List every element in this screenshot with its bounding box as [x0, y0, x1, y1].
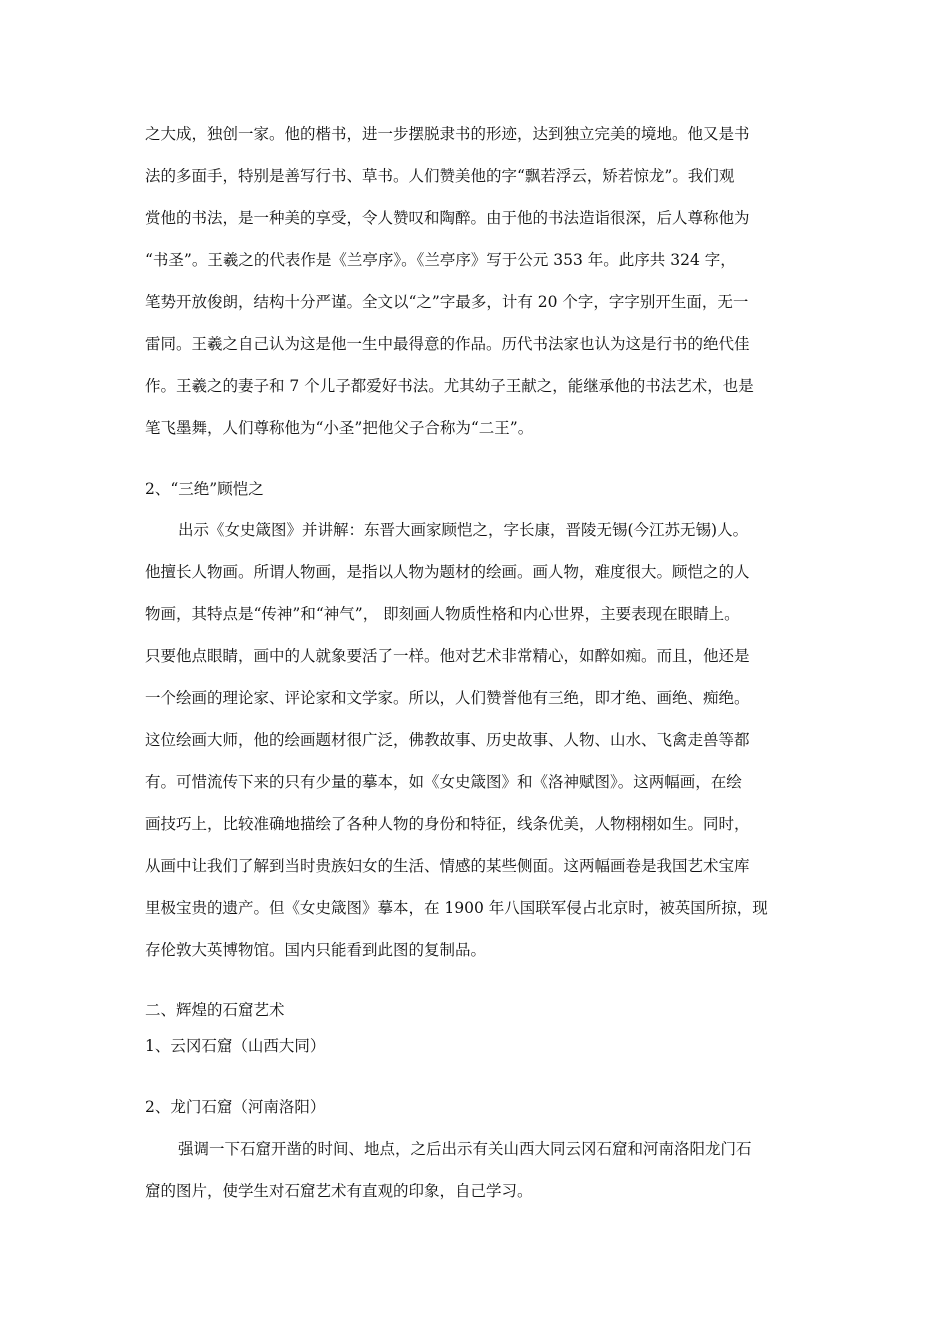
section-heading-gu-kaizhi: 2、“三绝”顾恺之: [145, 480, 264, 498]
text-line: 窟的图片，使学生对石窟艺术有直观的印象，自己学习。: [145, 1182, 533, 1200]
text-line: “书圣”。王羲之的代表作是《兰亭序》。《兰亭序》写于公元 353 年。此序共 324 字，: [145, 251, 736, 269]
section-heading-grottoes: 二、辉煌的石窟艺术: [145, 1001, 285, 1019]
text-line: 存伦敦大英博物馆。国内只能看到此图的复制品。: [145, 941, 487, 959]
text-line: 一个绘画的理论家、评论家和文学家。所以，人们赞誉他有三绝，即才绝、画绝、痴绝。: [145, 689, 750, 707]
subheading-longmen: 2、龙门石窟（河南洛阳）: [145, 1098, 326, 1116]
text-line: 这位绘画大师，他的绘画题材很广泛，佛教故事、历史故事、人物、山水、飞禽走兽等都: [145, 731, 750, 749]
text-line: 之大成，独创一家。他的楷书，进一步摆脱隶书的形迹，达到独立完美的境地。他又是书: [145, 125, 750, 143]
text-line: 雷同。王羲之自己认为这是他一生中最得意的作品。历代书法家也认为这是行书的绝代佳: [145, 335, 750, 353]
text-line: 作。王羲之的妻子和 7 个儿子都爱好书法。尤其幼子王献之，能继承他的书法艺术，也是: [145, 377, 754, 395]
text-line: 里极宝贵的遗产。但《女史箴图》摹本，在 1900 年八国联军侵占北京时，被英国所掠，现: [145, 899, 768, 917]
text-line: 笔势开放俊朗，结构十分严谨。全文以“之”字最多，计有 20 个字，字字别开生面，无一: [145, 293, 749, 311]
text-line: 法的多面手，特别是善写行书、草书。人们赞美他的字“飘若浮云，矫若惊龙”。我们观: [145, 167, 735, 185]
subheading-yungang: 1、云冈石窟（山西大同）: [145, 1037, 326, 1055]
text-line: 从画中让我们了解到当时贵族妇女的生活、情感的某些侧面。这两幅画卷是我国艺术宝库: [145, 857, 750, 875]
text-line: 有。可惜流传下来的只有少量的摹本，如《女史箴图》和《洛神赋图》。这两幅画，在绘: [145, 773, 742, 791]
text-line: 强调一下石窟开凿的时间、地点，之后出示有关山西大同云冈石窟和河南洛阳龙门石: [178, 1140, 752, 1158]
text-line: 赏他的书法，是一种美的享受，令人赞叹和陶醉。由于他的书法造诣很深，后人尊称他为: [145, 209, 750, 227]
text-line: 出示《女史箴图》并讲解：东晋大画家顾恺之，字长康，晋陵无锡(今江苏无锡)人。: [178, 521, 749, 539]
text-line: 笔飞墨舞，人们尊称他为“小圣”把他父子合称为“二王”。: [145, 419, 534, 437]
text-line: 画技巧上，比较准确地描绘了各种人物的身份和特征，线条优美，人物栩栩如生。同时，: [145, 815, 750, 833]
text-line: 他擅长人物画。所谓人物画，是指以人物为题材的绘画。画人物，难度很大。顾恺之的人: [145, 563, 750, 581]
text-line: 只要他点眼睛，画中的人就象要活了一样。他对艺术非常精心，如醉如痴。而且，他还是: [145, 647, 750, 665]
text-line: 物画，其特点是“传神”和“神气”， 即刻画人物质性格和内心世界，主要表现在眼睛上。: [145, 605, 740, 623]
